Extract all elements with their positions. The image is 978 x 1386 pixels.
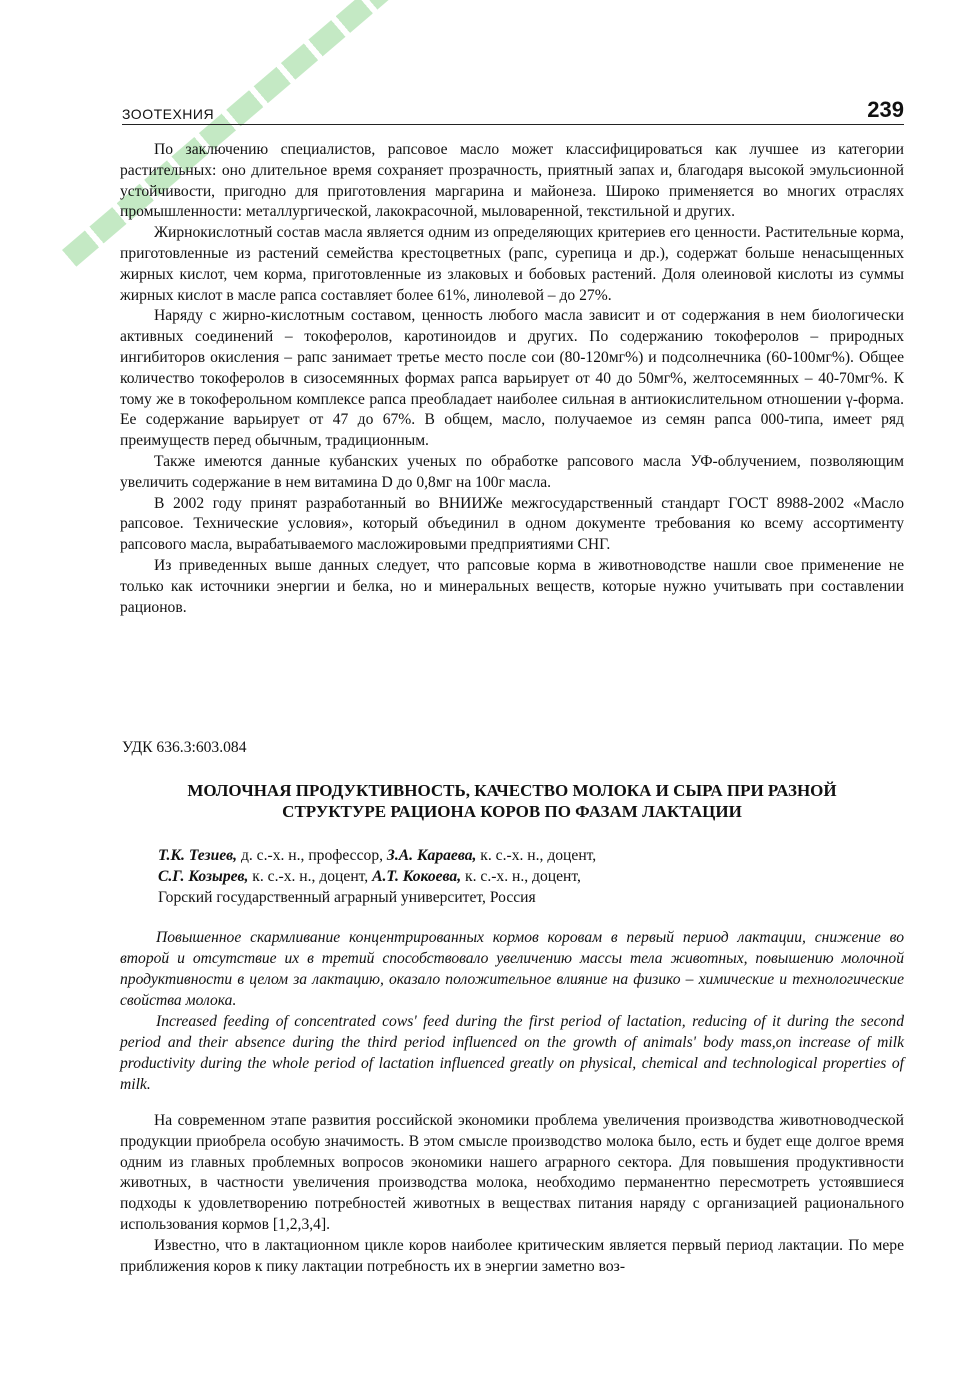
paragraph: На современном этапе развития российской экономики проблема увеличения производства животноводческой продукции приобрела особую значимость. В этом смысле производство молока было, есть и будет еще долгое время одним из главных проблемных вопросов экономики нашего аграрного сектора. Для повышения продуктивности животных, в частности увеличения производства молока, необходимо перманентно пересмотреть устоявшиеся подходы к удовлетворению потребностей животных в веществах питания наряду с организацией рационального использования кормов [1,2,3,4].: [120, 1112, 904, 1233]
author-name: А.Т. Кокоева,: [372, 868, 462, 885]
paragraph: Известно, что в лактационном цикле коров наиболее критическим является первый период лактации. По мере приближения коров к пику лактации потребность их в энергии заметно воз-: [120, 1236, 904, 1275]
section-name: ЗООТЕХНИЯ: [122, 106, 215, 122]
paragraph: Жирнокислотный состав масла является одним из определяющих критериев его ценности. Растительные корма, приготовленные из растений семейства крестоцветных (рапс, сурепица и др.), содержат больше ненасыщенных жирных кислот, чем корма, приготовленные из злаковых и бобовых растений. Доля олеиновой кислоты из суммы жирных кислот в масле рапса составляет более 61%, линолевой – до 27%.: [120, 224, 904, 304]
author-info: д. с.-х. н., профессор,: [237, 847, 387, 864]
article-body: [120, 1111, 904, 1277]
abstract-en: Increased feeding of concentrated cows' feed during the first period of lactation, reducing of it during the second period and their absence during the third period influenced on the growth of animals' body mass,on increase of milk productivity during the whole period of lactation influenced greatly on physical, chemical and technological properties of milk.: [120, 1013, 904, 1093]
paragraph: Наряду с жирно-кислотным составом, ценность любого масла зависит и от содержания в нем биологически активных соединений – токоферолов, каротиноидов и других. По содержанию токоферолов – природных ингибиторов окисления – рапс занимает третье место после сои (80-120мг%) и подсолнечника (60-100мг%). Общее количество токоферолов в сизосемянных формах рапса варьирует от 40 до 50мг%, желтосемянных – 40-70мг%. К тому же в токоферольном комплексе рапса преобладает наиболее сильная в антиокислительном отношении γ-форма. Ее содержание варьирует от 47 до 67%. В общем, масло, получаемое из семян рапса 000-типа, имеет ряд преимуществ перед обычным, традиционным.: [120, 307, 904, 450]
author-info: к. с.-х. н., доцент,: [248, 868, 373, 885]
page-header: [122, 94, 904, 125]
authors-line: [158, 845, 596, 866]
intro-text: [120, 140, 904, 618]
author-info: к. с.-х. н., доцент,: [461, 868, 581, 885]
author-name: Т.К. Тезиев,: [158, 847, 238, 864]
authors-block: [158, 845, 596, 908]
paragraph: Также имеются данные кубанских ученых по обработке рапсового масла УФ-облучением, позволяющим увеличить содержание в нем витамина D до 0,8мг на 100г масла.: [120, 452, 904, 491]
authors-line: [158, 866, 596, 887]
abstract-ru: Повышенное скармливание концентрированных кормов коровам в первый период лактации, снижение во второй и отсутствие их в третий способствовало увеличению массы тела животных, повышению молочной продуктивности в целом за лактацию, оказало положительное влияние на физико – химические и технологические свойства молока.: [120, 929, 904, 1009]
title-line: СТРУКТУРЕ РАЦИОНА КОРОВ ПО ФАЗАМ ЛАКТАЦИИ: [282, 802, 742, 821]
author-name: З.А. Караева,: [386, 847, 477, 864]
abstract: [120, 927, 904, 1095]
page-number: 239: [867, 97, 904, 122]
paragraph: Из приведенных выше данных следует, что рапсовые корма в животноводстве нашли свое применение не только как источники энергии и белка, но и минеральных веществ, которые нужно учитывать при составлении рационов.: [120, 556, 904, 616]
title-line: МОЛОЧНАЯ ПРОДУКТИВНОСТЬ, КАЧЕСТВО МОЛОКА И СЫРА ПРИ РАЗНОЙ: [187, 781, 837, 800]
paragraph: По заключению специалистов, рапсовое масло может классифицироваться как лучшее из категории растительных: оно длительное время сохраняет прозрачность, приятный запах и, благодаря высокой эмульсионной устойчивости, пригодно для приготовления маргарина и майонеза. Широко применяется во многих отраслях промышленности: металлургической, лакокрасочной, мыловаренной, текстильной и других.: [120, 141, 904, 221]
paragraph: В 2002 году принят разработанный во ВНИИЖе межгосударственный стандарт ГОСТ 8988-2002 «Масло рапсовое. Технические условия», который объединил в одном документе требования ко всему ассортименту рапсового масла, вырабатываемого масложировыми предприятиями СНГ.: [120, 494, 904, 554]
affiliation: Горский государственный аграрный университет, Россия: [158, 889, 536, 906]
article-title: [120, 780, 904, 822]
udc-code: УДК 636.3:603.084: [122, 739, 247, 756]
author-name: С.Г. Козырев,: [158, 868, 249, 885]
author-info: к. с.-х. н., доцент,: [476, 847, 597, 864]
